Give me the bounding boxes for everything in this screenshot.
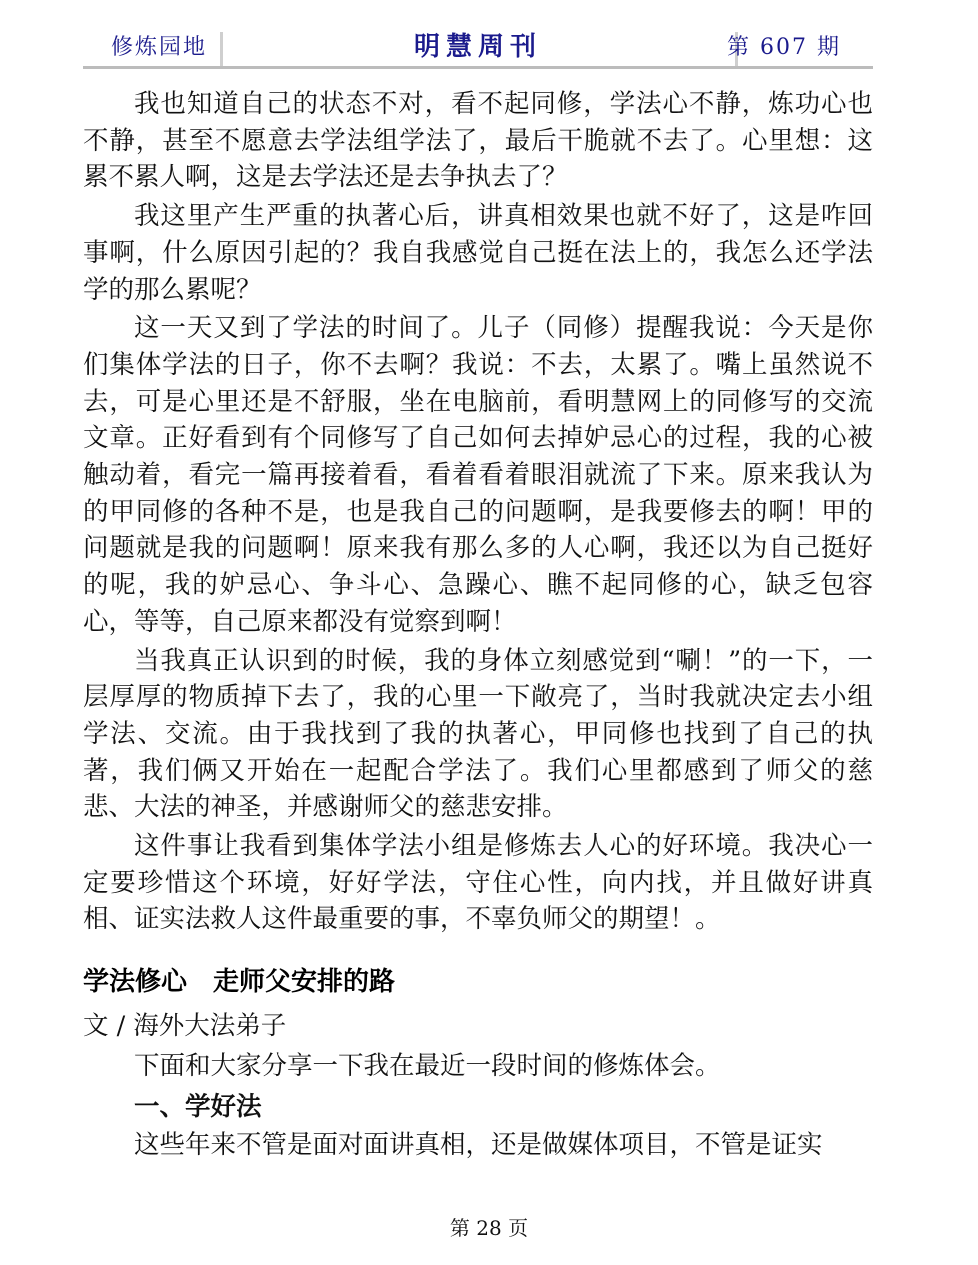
- section-heading: 一、学好法: [134, 1091, 262, 1122]
- header-rule: [83, 66, 873, 69]
- article-byline: 文 / 海外大法弟子: [83, 1011, 287, 1042]
- paragraph: 当我真正认识到的时候，我的身体立刻感觉到“唰！”的一下，一层厚厚的物质掉下去了，我的心里一下敞亮了，当时我就决定去小组学法、交流。由于我找到了我的执著心，甲同修也找到了自己的执著，我们俩又开始在一起配合学法了。我们心里都感到了师父的慈悲、大法的神圣，并感谢师父的慈悲安排。: [83, 645, 873, 823]
- issue-number: 第 607 期: [727, 35, 841, 60]
- page-content: [83, 86, 873, 1166]
- page-header: [83, 26, 873, 66]
- page-number: 第 28 页: [449, 1216, 529, 1240]
- article-intro: 下面和大家分享一下我在最近一段时间的修炼体会。: [134, 1051, 721, 1082]
- paragraph: 我也知道自己的状态不对，看不起同修，学法心不静，炼功心也不静，甚至不愿意去学法组学法了，最后干脆就不去了。心里想：这累不累人啊，这是去学法还是去争执去了？: [83, 89, 873, 193]
- article-title: 学法修心 走师父安排的路: [83, 967, 396, 998]
- paragraph: 这件事让我看到集体学法小组是修炼去人心的好环境。我决心一定要珍惜这个环境，好好学法，守住心性，向内找，并且做好讲真相、证实法救人这件最重要的事，不辜负师父的期望！。: [83, 831, 873, 935]
- publication-title: 明慧周刊: [413, 32, 542, 62]
- section-name: 修炼园地: [111, 35, 208, 60]
- paragraph: 我这里产生严重的执著心后，讲真相效果也就不好了，这是咋回事啊，什么原因引起的？我自我感觉自己挺在法上的，我怎么还学法学的那么累呢？: [83, 201, 873, 305]
- paragraph: 这些年来不管是面对面讲真相，还是做媒体项目，不管是证实: [134, 1129, 823, 1160]
- paragraph: 这一天又到了学法的时间了。儿子（同修）提醒我说：今天是你们集体学法的日子，你不去啊？我说：不去，太累了。嘴上虽然说不去，可是心里还是不舒服，坐在电脑前，看明慧网上的同修写的交流文章。正好看到有个同修写了自己如何去掉妒忌心的过程，我的心被触动着，看完一篇再接着看，看着看着眼泪就流了下来。原来我认为的甲同修的各种不是，也是我自己的问题啊，是我要修去的啊！甲的问题就是我的问题啊！原来我有那么多的人心啊，我还以为自己挺好的呢，我的妒忌心、争斗心、急躁心、瞧不起同修的心，缺乏包容心，等等，自己原来都没有觉察到啊！: [83, 313, 873, 637]
